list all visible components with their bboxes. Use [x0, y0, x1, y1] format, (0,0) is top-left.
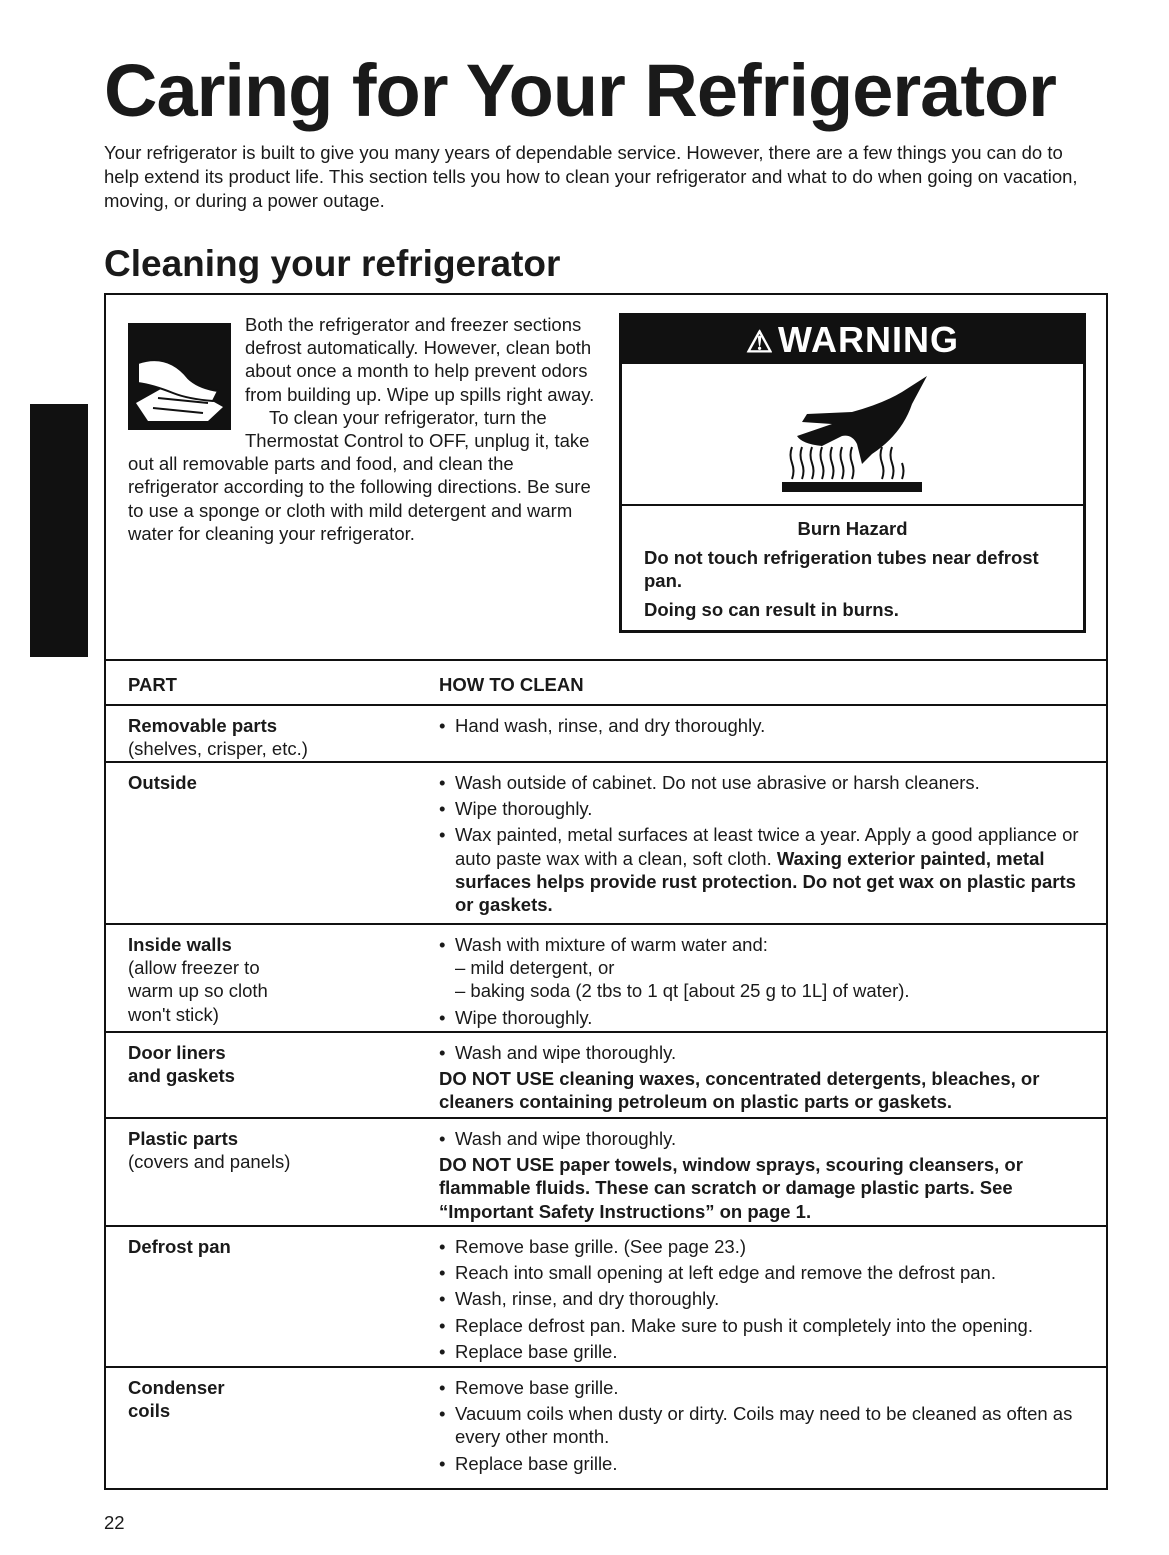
page-number: 22: [104, 1512, 125, 1533]
burning-hand-icon: [762, 374, 942, 494]
part-note: (shelves, crisper, etc.): [128, 738, 308, 760]
cleaning-intro: [128, 313, 598, 545]
clean-warning: DO NOT USE cleaning waxes, concentrated detergents, bleaches, or cleaners containing petroleum on plastic parts or gaskets.: [439, 1068, 1040, 1113]
col-how-header: HOW TO CLEAN: [439, 674, 584, 695]
col-part-header: PART: [128, 674, 177, 695]
part-name: Outside: [128, 772, 197, 793]
cleaning-intro-p1: Both the refrigerator and freezer sections defrost automatically. However, clean both about once a month to help prevent odors from building up. Wipe up spills right away.: [245, 314, 595, 405]
table-row: [104, 1033, 1108, 1119]
clean-step: • Replace defrost pan. Make sure to push it completely into the opening.: [439, 1314, 1079, 1337]
intro-paragraph: Your refrigerator is built to give you many years of dependable service. However, there are a few things you can do to help extend its product life. This section tells you how to clean your refrigerator and what to do when going on vacation, moving, or during a power outage.: [104, 142, 1078, 211]
page-title: Caring for Your Refrigerator: [104, 49, 1056, 132]
clean-step-warning: Waxing exterior painted, metal surfaces helps provide rust protection. Do not get wax on plastic parts or gaskets.: [455, 847, 1076, 916]
table-row: [104, 763, 1108, 925]
clean-step: • Wash and wipe thoroughly.: [439, 1041, 1079, 1064]
clean-step: • Wash with mixture of warm water and:: [439, 933, 1079, 956]
wiping-cloth-illustration-icon: [128, 323, 231, 430]
part-name: Defrost pan: [128, 1236, 231, 1257]
warning-triangle-icon: ⚠: [746, 326, 774, 359]
part-name: Plastic parts: [128, 1128, 239, 1149]
clean-step: • Replace base grille.: [439, 1452, 1079, 1475]
clean-step: • Wash outside of cabinet. Do not use abrasive or harsh cleaners.: [439, 771, 1079, 794]
table-row: [104, 1227, 1108, 1368]
warning-label: WARNING: [777, 319, 959, 360]
burn-hazard-title: Burn Hazard: [797, 518, 908, 539]
clean-substep: – baking soda (2 tbs to 1 qt [about 25 g to 1L] of water).: [455, 980, 910, 1002]
warning-box: [619, 313, 1086, 633]
clean-step: • Remove base grille.: [439, 1376, 1079, 1399]
section-heading: Cleaning your refrigerator: [104, 243, 561, 284]
part-name: Removable parts: [128, 715, 278, 736]
clean-warning: DO NOT USE paper towels, window sprays, scouring cleansers, or flammable fluids. These can scratch or damage plastic parts. See “Important Safety Instructions” on page 1.: [439, 1154, 1023, 1222]
burn-hazard-pictogram: [622, 364, 1083, 506]
clean-step: • Hand wash, rinse, and dry thoroughly.: [439, 714, 1079, 737]
clean-step-text: Wax painted, metal surfaces at least twice a year. Apply a good appliance or auto paste wax with a clean, soft cloth.: [455, 824, 1079, 869]
clean-step: • Vacuum coils when dusty or dirty. Coils may need to be cleaned as often as every other month.: [439, 1402, 1079, 1448]
warning-line-2: Doing so can result in burns.: [644, 599, 899, 620]
section-tab-marker: [30, 404, 88, 657]
table-row: [104, 706, 1108, 763]
clean-step: • Wash, rinse, and dry thoroughly.: [439, 1287, 1079, 1310]
clean-step: • Wipe thoroughly.: [439, 1006, 1079, 1029]
warning-header: [622, 316, 1083, 364]
clean-step: • Replace base grille.: [439, 1340, 1079, 1363]
cleaning-intro-p2: To clean your refrigerator, turn the Thermostat Control to OFF, unplug it, take out all removable parts and food, and clean the refrigerator according to the following directions. Be sure to use a sponge or cloth with mild detergent and warm water for cleaning your refrigerator.: [128, 406, 591, 544]
clean-step: • Wipe thoroughly.: [439, 797, 1079, 820]
part-note: (covers and panels): [128, 1151, 291, 1173]
clean-step: • Remove base grille. (See page 23.): [439, 1235, 1079, 1258]
table-row: [104, 925, 1108, 1033]
warning-line-1: Do not touch refrigeration tubes near defrost pan.: [644, 547, 1039, 591]
part-name: Inside walls: [128, 934, 232, 955]
table-header: [104, 659, 1108, 706]
table-row: [104, 1368, 1108, 1490]
table-row: [104, 1119, 1108, 1227]
part-name: Condenser coils: [128, 1377, 225, 1422]
clean-substep: – mild detergent, or: [455, 957, 615, 979]
clean-step: • Wash and wipe thoroughly.: [439, 1127, 1079, 1150]
clean-step: [439, 823, 1079, 916]
clean-step: • Reach into small opening at left edge and remove the defrost pan.: [439, 1261, 1079, 1284]
part-name: Door liners and gaskets: [128, 1042, 235, 1087]
part-note: (allow freezer to warm up so cloth won't stick): [128, 957, 268, 1025]
